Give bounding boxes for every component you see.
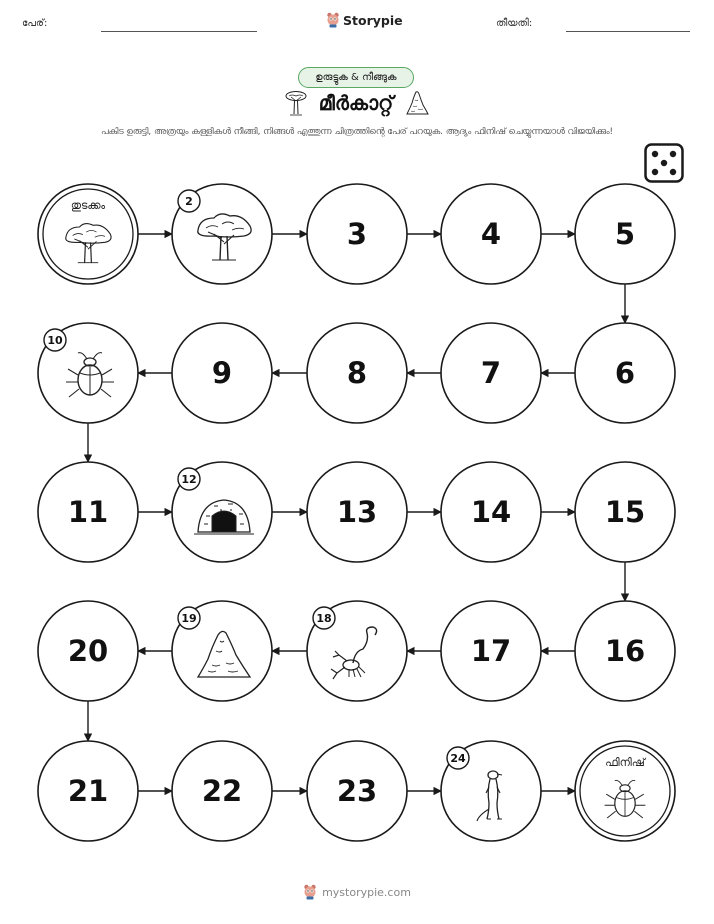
cell-number: 20 — [67, 634, 109, 668]
footer — [0, 884, 714, 900]
board-cell-5[interactable] — [575, 184, 675, 284]
board-cell-6[interactable] — [575, 323, 675, 423]
board-cell-15[interactable] — [575, 462, 675, 562]
cell-number: 11 — [67, 495, 109, 529]
cell-number: 22 — [201, 774, 243, 808]
cell-number: 23 — [336, 774, 378, 808]
board-cell-3[interactable] — [307, 184, 407, 284]
cell-number: 2 — [185, 195, 193, 208]
board-cell-10[interactable] — [38, 323, 138, 423]
cell-number: 16 — [604, 634, 646, 668]
board-cell-8[interactable] — [307, 323, 407, 423]
board-cell-7[interactable] — [441, 323, 541, 423]
footer-url: mystorypie.com — [322, 885, 411, 899]
brand-name: Storypie — [343, 12, 403, 28]
page-title: മീർകാറ്റ് — [318, 91, 394, 115]
cell-number: 8 — [346, 356, 368, 390]
cell-number: 14 — [470, 495, 512, 529]
board-cell-24[interactable] — [441, 741, 541, 841]
cell-number: 7 — [480, 356, 502, 390]
cell-number: 5 — [614, 217, 636, 251]
board-cell-12[interactable] — [172, 462, 272, 562]
cell-number: 15 — [604, 495, 646, 529]
board-cell-9[interactable] — [172, 323, 272, 423]
board-cell-16[interactable] — [575, 601, 675, 701]
cell-number: 17 — [470, 634, 512, 668]
cell-number: 6 — [614, 356, 636, 390]
start-label: തുടക്കം — [70, 199, 106, 212]
cell-number: 12 — [181, 473, 197, 486]
cell-number: 24 — [450, 752, 466, 765]
board-cell-22[interactable] — [172, 741, 272, 841]
board-cell-17[interactable] — [441, 601, 541, 701]
board-cell-19[interactable] — [172, 601, 272, 701]
cell-number: 9 — [211, 356, 233, 390]
cell-number: 3 — [346, 217, 368, 251]
board-cell-4[interactable] — [441, 184, 541, 284]
board-cell-23[interactable] — [307, 741, 407, 841]
cell-number: 18 — [316, 612, 332, 625]
finish-cell[interactable] — [575, 741, 675, 841]
start-cell[interactable] — [38, 184, 138, 284]
storypie-mascot-icon — [303, 884, 317, 900]
board-cell-20[interactable] — [38, 601, 138, 701]
instructions: പകിട ഉരുട്ടി, അത്രയും കള്ളികൾ നീങ്ങി, നിങ്ങൾ എത്തുന്ന ചിത്രത്തിന്റെ പേര് പറയുക. ആദ്യം ഫിനിഷ് ചെയ്യുന്നയാൾ വിജയിക്കും! — [100, 127, 614, 137]
name-label: പേര്: — [22, 18, 48, 29]
cell-number: 21 — [67, 774, 109, 808]
board-cell-11[interactable] — [38, 462, 138, 562]
board-cell-18[interactable] — [307, 601, 407, 701]
date-label: തീയതി: — [496, 18, 533, 29]
cell-number: 19 — [181, 612, 197, 625]
board-cell-21[interactable] — [38, 741, 138, 841]
cell-number: 10 — [47, 334, 63, 347]
board-cell-2[interactable] — [172, 184, 272, 284]
game-type-badge: ഉരുട്ടുക & നീങ്ങുക — [298, 67, 414, 88]
board-cell-14[interactable] — [441, 462, 541, 562]
cell-number: 13 — [336, 495, 378, 529]
cell-number: 4 — [480, 217, 502, 251]
board-cell-13[interactable] — [307, 462, 407, 562]
finish-label: ഫിനിഷ് — [605, 756, 645, 769]
